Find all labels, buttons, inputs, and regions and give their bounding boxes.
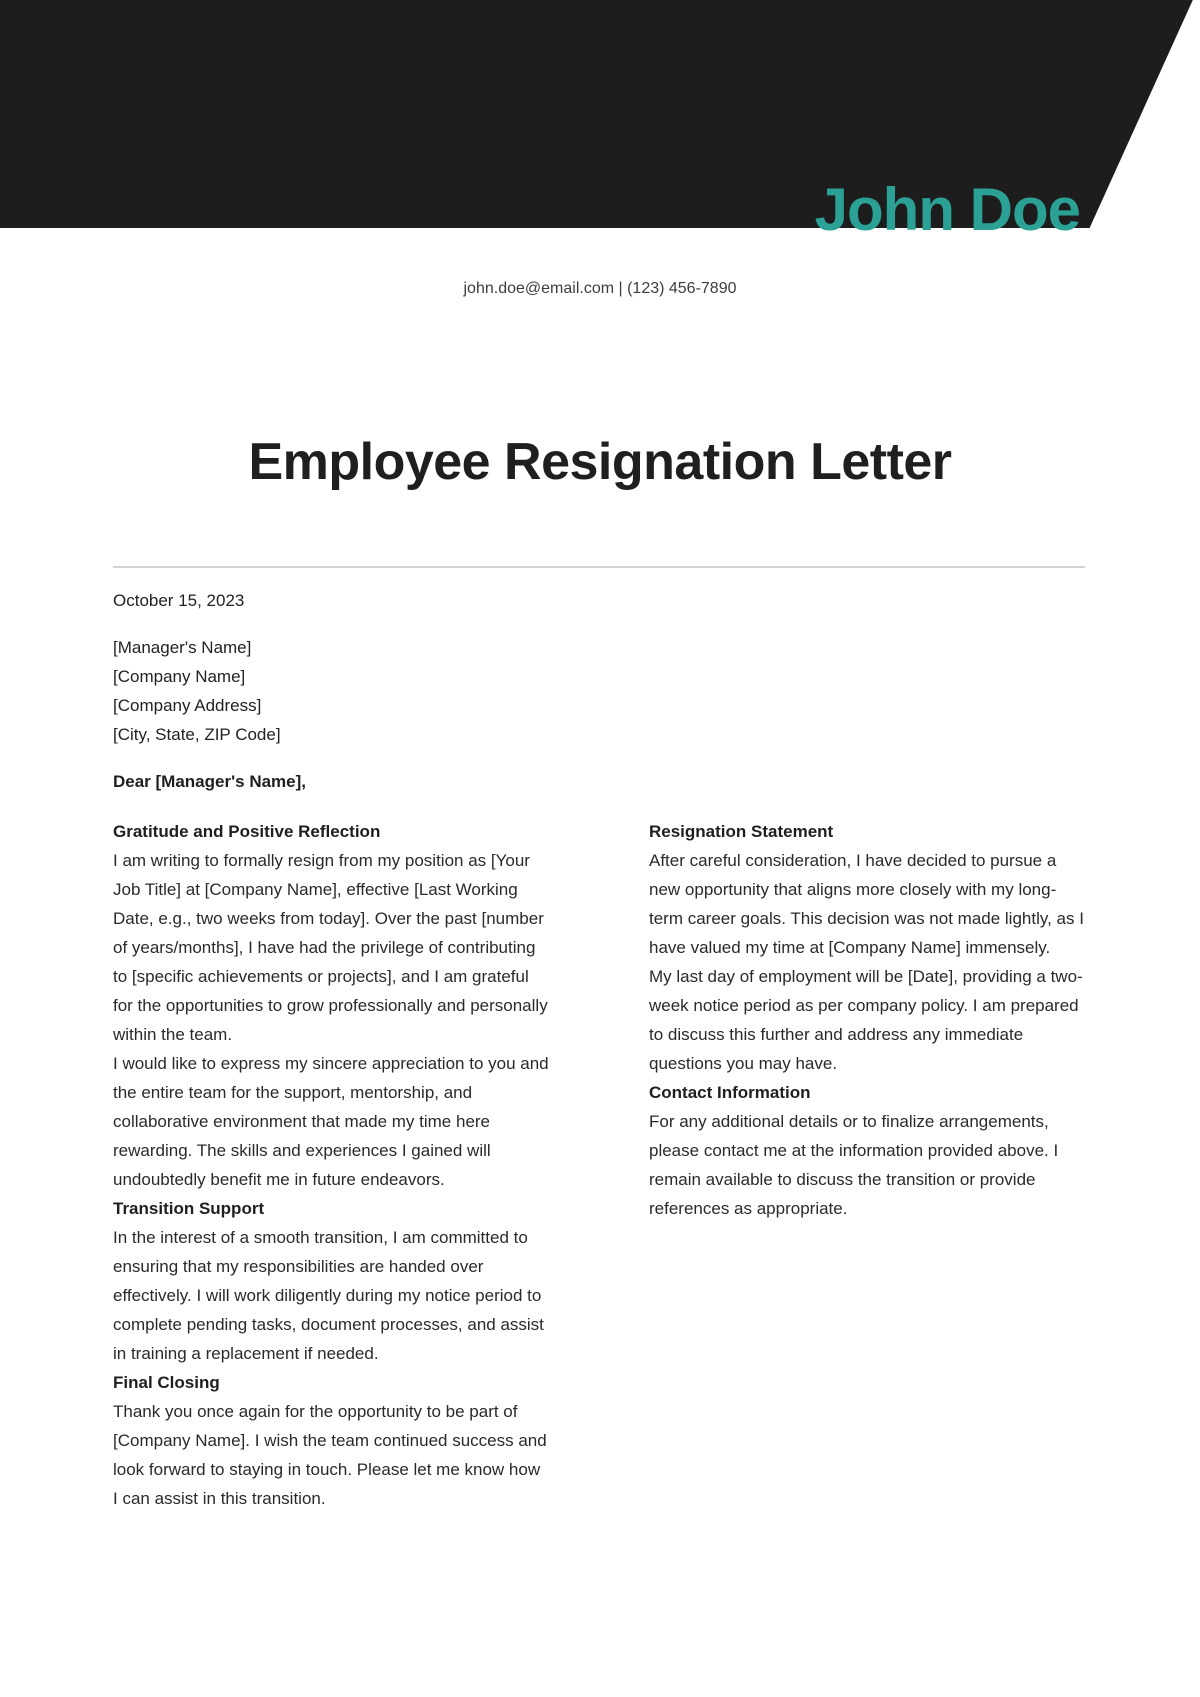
paragraph-gratitude-2: I would like to express my sincere appreciation to you and the entire team for the support, mentorship, and collaborative environment that made my time here rewarding. The skills and experiences I gained will undoubtedly benefit me in future endeavors. <box>113 1054 549 1189</box>
recipient-line-city: [City, State, ZIP Code] <box>113 725 281 744</box>
section-heading-resignation: Resignation Statement <box>649 822 834 841</box>
paragraph-contact: For any additional details or to finalize arrangements, please contact me at the information provided above. I remain available to discuss the transition or provide references as appropriate. <box>649 1112 1059 1218</box>
recipient-line-manager: [Manager's Name] <box>113 638 252 657</box>
recipient-address <box>113 633 1085 749</box>
letter-body <box>113 566 1085 1513</box>
paragraph-resignation-1: After careful consideration, I have decided to pursue a new opportunity that aligns more closely with my long-term career goals. This decision was not made lightly, as I have valued my time at [Company Name] immensely. <box>649 851 1084 957</box>
paragraph-resignation-2: My last day of employment will be [Date], providing a two-week notice period as per company policy. I am prepared to discuss this further and address any immediate questions you may have. <box>649 967 1083 1073</box>
recipient-line-company: [Company Name] <box>113 667 246 686</box>
letter-columns <box>113 817 1085 1513</box>
letter-date: October 15, 2023 <box>113 591 245 610</box>
section-heading-contact: Contact Information <box>649 1083 811 1102</box>
author-name: John Doe <box>814 176 1080 243</box>
salutation: Dear [Manager's Name], <box>113 772 307 791</box>
paragraph-final-closing: Thank you once again for the opportunity to be part of [Company Name]. I wish the team continued success and look forward to staying in touch. Please let me know how I can assist in this transition. <box>113 1402 547 1508</box>
contact-info: john.doe@email.com | (123) 456-7890 <box>463 280 737 297</box>
section-heading-final-closing: Final Closing <box>113 1373 220 1392</box>
section-heading-gratitude: Gratitude and Positive Reflection <box>113 822 381 841</box>
section-heading-transition: Transition Support <box>113 1199 265 1218</box>
document-title: Employee Resignation Letter <box>248 433 952 491</box>
divider-line <box>113 566 1085 568</box>
paragraph-transition: In the interest of a smooth transition, I am committed to ensuring that my responsibilities are handed over effectively. I will work diligently during my notice period to complete pending tasks, document processes, and assist in training a replacement if needed. <box>113 1228 544 1363</box>
recipient-line-address: [Company Address] <box>113 696 262 715</box>
paragraph-gratitude-1: I am writing to formally resign from my position as [Your Job Title] at [Company Name], effective [Last Working Date, e.g., two weeks from today]. Over the past [number of years/months], I have had the privilege of contributing to [specific achievements or projects], and I am grateful for the opportunities to grow professionally and personally within the team. <box>113 851 548 1044</box>
right-column <box>649 817 1085 1513</box>
left-column <box>113 817 549 1513</box>
